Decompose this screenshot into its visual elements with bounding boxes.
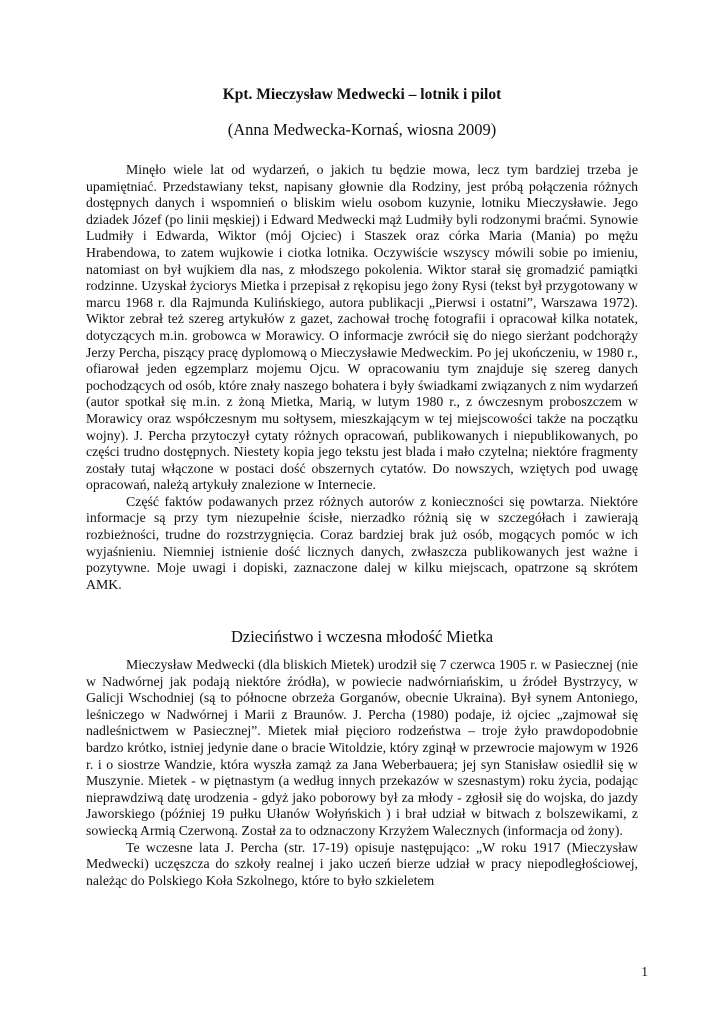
paragraph: Minęło wiele lat od wydarzeń, o jakich tu będzie mowa, lecz tym bardziej trzeba je upamiętniać. Przedstawiany tekst, napisany głownie dla Rodziny, jest próbą połączenia różnych dostępnych danych i wspomnień o bliskim wielu osobom kuzynie, lotniku Mieczysławie. Jego dziadek Józef (po linii męskiej) i Edward Medwecki mąż Ludmiły byli rodzonymi braćmi. Synowie Ludmiły i Edwarda, Wiktor (mój Ojciec) i Staszek oraz córka Maria (Mania) po mężu Hrabendowa, to zatem wujkowie i ciotka lotnika. Oczywiście wszyscy mówili sobie po imieniu, natomiast on był wujkiem dla nas, z młodszego pokolenia. Wiktor starał się gromadzić pamiątki rodzinne. Uzyskał życiorys Mietka i przepisał z rękopisu jego żony Rysi (tekst był przygotowany w marcu 1968 r. dla Rajmunda Kulińskiego, autora publikacji „Pierwsi i ostatni”, Warszawa 1972). Wiktor zebrał też szereg artykułów z gazet, zachował trochę fotografii i opracował kilka notatek, dotyczących m.in. grobowca w Morawicy. O informacje zwrócił się do niego sierżant podchorąży Jerzy Percha, piszący pracę dyplomową o Mieczysławie Medweckim. Po jej ukończeniu, w 1980 r., ofiarował jeden egzemplarz mojemu Ojcu. W opracowaniu tym znajduje się szereg danych pochodzących od osób, które znały naszego bohatera i były świadkami związanych z nim wydarzeń (autor spotkał się m.in. z żoną Mietka, Marią, w lutym 1980 r., z ówczesnym proboszczem w Morawicy oraz współczesnym mu sołtysem, mieszkającym w tej miejscowości także na początku wojny). J. Percha przytoczył cytaty różnych opracowań, publikowanych i niepublikowanych, po części trudno dostępnych. Niestety kopia jego tekstu jest blada i mało czytelna; niektóre fragmenty zostały tutaj włączone w postaci dość obszernych cytatów. Do nowszych, wziętych pod uwagę opracowań, należą artykuły znalezione w Internecie. [86, 162, 638, 493]
page-number: 1 [641, 964, 648, 979]
document-subtitle: (Anna Medwecka-Kornaś, wiosna 2009) [227, 120, 497, 139]
paragraph: Te wczesne lata J. Percha (str. 17-19) opisuje następująco: „W roku 1917 (Mieczysław Medwecki) uczęszcza do szkoły realnej i jako uczeń bierze udział w pracy niepodległościowej, należąc do Polskiego Koła Szkolnego, które to było szkieletem [86, 839, 638, 888]
section-text [86, 657, 638, 889]
intro-text [86, 162, 638, 593]
paragraph: Część faktów podawanych przez różnych autorów z konieczności się powtarza. Niektóre informacje są przy tym niezupełnie ścisłe, nierzadko różnią się w szczegółach i zawierają rozbieżności, trudne do rozstrzygnięcia. Coraz bardziej brak już osób, mogących pomóc w ich wyjaśnieniu. Niemniej istnienie dość licznych danych, zwłaszcza publikowanych jest ważne i pozytywne. Moje uwagi i dopiski, zaznaczone dalej w kilku miejscach, opatrzone są skrótem AMK. [86, 493, 638, 592]
section-heading: Dzieciństwo i wczesna młodość Mietka [230, 627, 494, 646]
document-title: Kpt. Mieczysław Medwecki – lotnik i pilot [222, 86, 502, 103]
paragraph: Mieczysław Medwecki (dla bliskich Mietek) urodził się 7 czerwca 1905 r. w Pasiecznej (nie w Nadwórnej jak podają niektóre źródła), w powiecie nadwórniańskim, u źródeł Bystrzycy, w Galicji Wschodniej (są to północne obrzeża Gorganów, obecnie Ukraina). Był synem Antoniego, leśniczego w Nadwórnej i Marii z Braunów. J. Percha (1980) podaje, iż ojciec „zajmował się nadleśnictwem w Pasiecznej”. Mietek miał pięcioro rodzeństwa – troje żyło prawdopodobnie bardzo krótko, istniej jedynie dane o bracie Witoldzie, który zginął w przewrocie majowym w 1926 r. i o siostrze Wandzie, która wyszła zamąż za Jana Weberbauera; jej syn Stanisław osiedlił się w Muszynie. Mietek - w piętnastym (a według innych przekazów w szesnastym) roku życia, podając nieprawdziwą datę urodzenia - gdyż jako poborowy był za młody - zgłosił się do wojska, do jazdy Jaworskiego (później 19 pułku Ułanów Wołyńskich ) i brał udział w bitwach z bolszewikami, z sowiecką Armią Czerwoną. Został za to odznaczony Krzyżem Walecznych (informacja od żony). [86, 657, 638, 838]
